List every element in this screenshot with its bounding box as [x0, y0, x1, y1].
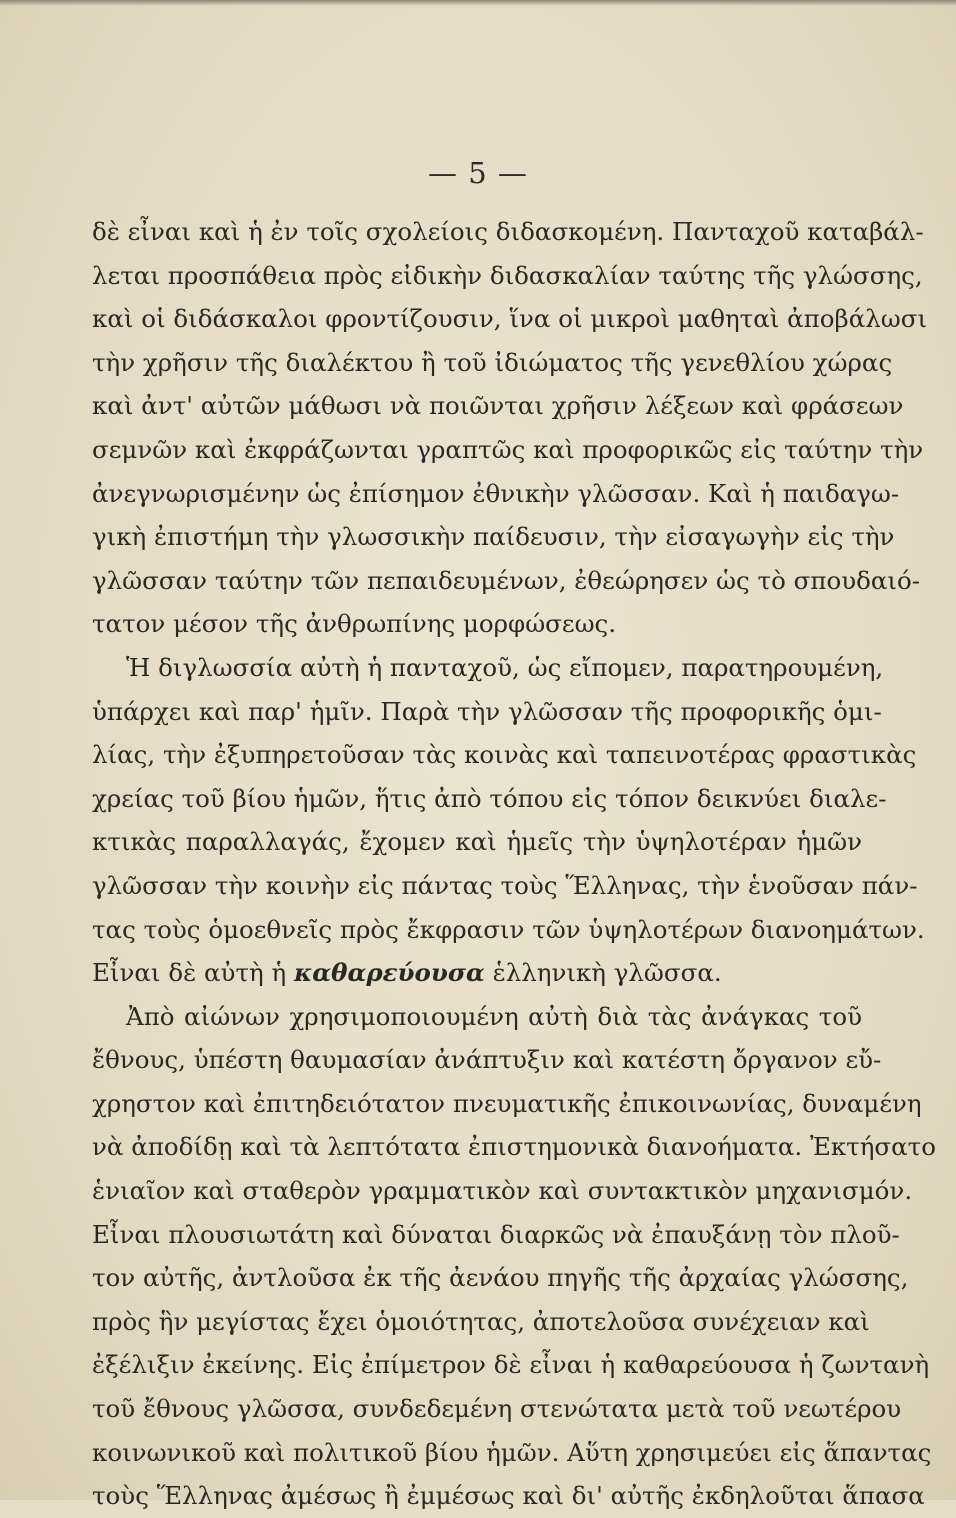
- text-line-content: κοινωνικοῦ καὶ πολιτικοῦ βίου ἡμῶν. Αὕτη χρησιμεύει εἰς ἅπαντας: [92, 1437, 932, 1467]
- text-line: [92, 559, 921, 603]
- text-line-content: Εἶναι δὲ αὐτὴ ἡ: [92, 958, 294, 988]
- text-line: [92, 1213, 900, 1257]
- text-line: [92, 1256, 909, 1300]
- text-line: [92, 690, 882, 734]
- text-line-content: σεμνῶν καὶ ἐκφράζωνται γραπτῶς καὶ προφορικῶς εἰς ταύτην τὴν: [92, 434, 924, 464]
- text-line: [92, 864, 918, 908]
- text-line: [92, 428, 924, 472]
- text-line-content: τας τοὺς ὁμοεθνεῖς πρὸς ἔκφρασιν τῶν ὑψηλοτέρων διανοημάτων.: [92, 914, 925, 944]
- text-line-content: ἐξέλιξιν ἐκείνης. Εἰς ἐπίμετρον δὲ εἶναι ἡ καθαρεύουσα ἡ ζωντανὴ: [92, 1350, 930, 1380]
- text-line: [92, 1082, 922, 1126]
- text-line: [92, 515, 895, 559]
- text-line-content: τοῦ ἔθνους γλῶσσα, συνδεδεμένη στενώτατα μετὰ τοῦ νεωτέρου: [92, 1394, 902, 1424]
- text-line-content: καὶ οἱ διδάσκαλοι φροντίζουσιν, ἵνα οἱ μικροὶ μαθηταὶ ἀποβάλωσι: [92, 304, 928, 334]
- text-line-content: κτικὰς παραλλαγάς, ἔχομεν καὶ ἡμεῖς τὴν ὑψηλοτέραν ἡμῶν: [92, 827, 862, 857]
- page-number: — 5 —: [428, 156, 528, 190]
- text-line: [92, 1038, 882, 1082]
- text-line: [92, 733, 917, 777]
- text-line-content: λεται προσπάθεια πρὸς εἰδικὴν διδασκαλίαν ταύτης τῆς γλώσσης,: [92, 260, 923, 290]
- text-line: [92, 341, 893, 385]
- text-line-content: Ἡ διγλωσσία αὐτὴ ἡ πανταχοῦ, ὡς εἴπομεν, παρατηρουμένη,: [126, 652, 884, 682]
- text-line: [92, 472, 900, 516]
- text-line-content: Εἶναι πλουσιωτάτη καὶ δύναται διαρκῶς νὰ ἐπαυξάνῃ τὸν πλοῦ-: [92, 1219, 900, 1249]
- text-line-content: λίας, τὴν ἐξυπηρετοῦσαν τὰς κοινὰς καὶ ταπεινοτέρας φραστικὰς: [92, 740, 917, 770]
- text-line-content: γλῶσσαν ταύτην τῶν πεπαιδευμένων, ἐθεώρησεν ὡς τὸ σπουδαιό-: [92, 565, 921, 595]
- text-line: [92, 1387, 902, 1431]
- text-line: [92, 908, 925, 952]
- text-line: [92, 1125, 936, 1169]
- text-line-content: τὴν χρῆσιν τῆς διαλέκτου ἢ τοῦ ἰδιώματος τῆς γενεθλίου χώρας: [92, 347, 893, 377]
- text-line-content: ὑπάρχει καὶ παρ' ἡμῖν. Παρὰ τὴν γλῶσσαν τῆς προφορικῆς ὁμι-: [92, 696, 882, 726]
- text-line-content: χρείας τοῦ βίου ἡμῶν, ἥτις ἀπὸ τόπου εἰς τόπον δεικνύει διαλε-: [92, 783, 887, 813]
- text-line-content: τατον μέσον τῆς ἀνθρωπίνης μορφώσεως.: [92, 609, 617, 639]
- text-line: [92, 777, 887, 821]
- text-line: [92, 951, 862, 995]
- text-line: [92, 646, 884, 690]
- text-line-content: τον αὐτῆς, ἀντλοῦσα ἐκ τῆς ἀενάου πηγῆς τῆς ἀρχαίας γλώσσης,: [92, 1263, 909, 1293]
- text-line-content: ἀνεγνωρισμένην ὡς ἐπίσημον ἐθνικὴν γλῶσσαν. Καὶ ἡ παιδαγω-: [92, 478, 900, 508]
- text-line-content: γικὴ ἐπιστήμη τὴν γλωσσικὴν παίδευσιν, τὴν εἰσαγωγὴν εἰς τὴν: [92, 522, 895, 552]
- text-line: [92, 1300, 870, 1344]
- text-line: [92, 995, 862, 1039]
- text-line: [92, 210, 924, 254]
- text-line-content: ἔθνους, ὑπέστη θαυμασίαν ἀνάπτυξιν καὶ κατέστη ὄργανον εὔ-: [92, 1045, 882, 1075]
- text-line-content: νὰ ἀποδίδῃ καὶ τὰ λεπτότατα ἐπιστημονικὰ διανοήματα. Ἐκτήσατο: [92, 1132, 936, 1162]
- text-line-content: χρηστον καὶ ἐπιτηδειότατον πνευματικῆς ἐπικοινωνίας, δυναμένη: [92, 1088, 922, 1118]
- text-line-content: τοὺς Ἕλληνας ἀμέσως ἢ ἐμμέσως καὶ δι' αὐτῆς ἐκδηλοῦται ἅπασα: [92, 1481, 925, 1511]
- text-line-content: ἑνιαῖον καὶ σταθερὸν γραμματικὸν καὶ συντακτικὸν μηχανισμόν.: [92, 1176, 913, 1206]
- text-line: [92, 820, 862, 864]
- text-line: [92, 384, 904, 428]
- text-line-continuation: ἑλληνικὴ γλῶσσα.: [484, 958, 722, 988]
- text-line: [92, 1169, 913, 1213]
- text-line: [92, 602, 862, 646]
- text-line: [92, 254, 923, 298]
- text-line-content: δὲ εἶναι καὶ ἡ ἐν τοῖς σχολείοις διδασκομένη. Πανταχοῦ καταβάλ-: [92, 217, 924, 246]
- page-top-edge: [0, 0, 956, 6]
- text-line-content: Ἀπὸ αἰώνων χρησιμοποιουμένη αὐτὴ διὰ τὰς ἀνάγκας τοῦ: [126, 1001, 862, 1031]
- emphasized-term: καθαρεύουσα: [293, 958, 485, 988]
- text-line-content: καὶ ἀντ' αὐτῶν μάθωσι νὰ ποιῶνται χρῆσιν λέξεων καὶ φράσεων: [92, 391, 904, 421]
- text-line: [92, 1343, 930, 1387]
- text-line: [92, 297, 928, 341]
- text-line: [92, 1474, 925, 1518]
- body-text: [92, 210, 936, 1518]
- text-line-content: γλῶσσαν τὴν κοινὴν εἰς πάντας τοὺς Ἕλληνας, τὴν ἑνοῦσαν πάν-: [92, 870, 918, 900]
- text-line: [92, 1431, 932, 1475]
- text-line-content: πρὸς ἣν μεγίστας ἔχει ὁμοιότητας, ἀποτελοῦσα συνέχειαν καὶ: [92, 1306, 870, 1336]
